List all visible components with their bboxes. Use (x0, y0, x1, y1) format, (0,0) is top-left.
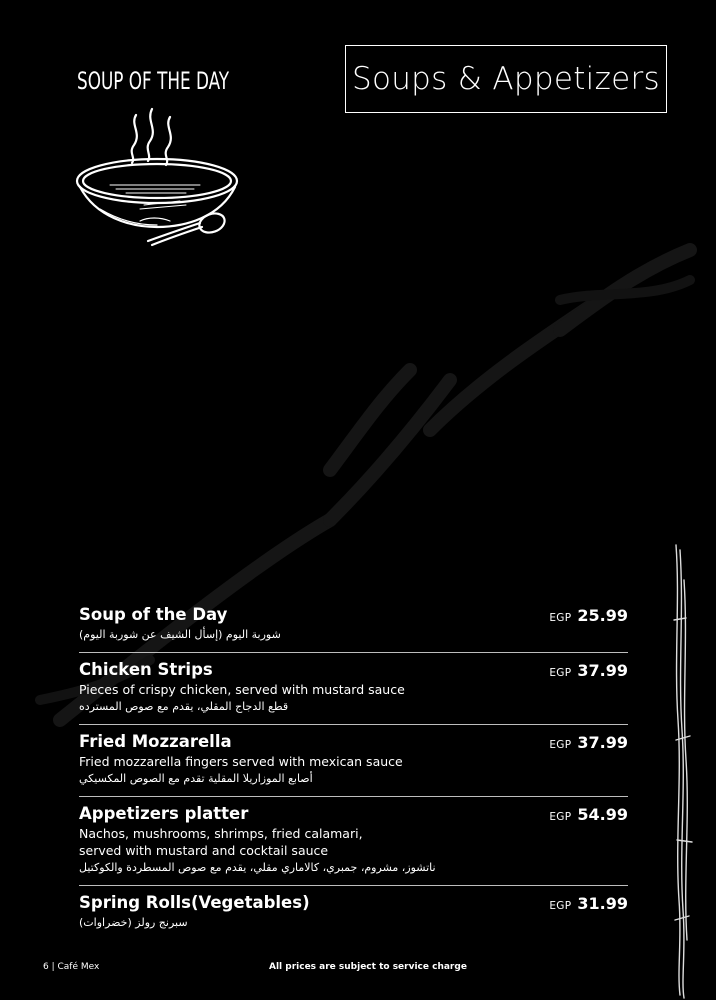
item-name: Appetizers platter (79, 804, 249, 823)
item-price (549, 661, 628, 680)
currency-label: EGP (549, 739, 572, 751)
price-amount: 37.99 (577, 733, 628, 752)
menu-item (79, 604, 628, 653)
item-price (549, 733, 628, 752)
item-name: Fried Mozzarella (79, 732, 232, 751)
item-description-line: served with mustard and cocktail sauce (79, 843, 329, 858)
item-arabic-description: شوربة اليوم (إسأل الشيف عن شوربة اليوم) (79, 628, 281, 641)
item-price (549, 805, 628, 824)
menu-item (79, 803, 628, 886)
side-decoration (666, 540, 716, 1000)
soup-of-the-day-label: SOUP OF THE DAY (77, 67, 230, 95)
soup-bowl-icon (70, 105, 245, 250)
item-name: Soup of the Day (79, 605, 228, 624)
price-amount: 25.99 (577, 606, 628, 625)
price-amount: 54.99 (577, 805, 628, 824)
menu-item (79, 659, 628, 725)
menu-item (79, 731, 628, 797)
currency-label: EGP (549, 900, 572, 912)
item-description-line: Nachos, mushrooms, shrimps, fried calamari, (79, 826, 363, 841)
currency-label: EGP (549, 667, 572, 679)
price-amount: 31.99 (577, 894, 628, 913)
page-number-footer: 6 | Café Mex (43, 962, 100, 972)
menu-list (79, 604, 628, 946)
item-description: Pieces of crispy chicken, served with mustard sauce (79, 682, 405, 697)
item-arabic-description: أصابع الموزاريلا المقلية تقدم مع الصوص المكسيكي (79, 772, 313, 785)
item-arabic-description: قطع الدجاج المقلي، يقدم مع صوص المسترده (79, 700, 289, 713)
currency-label: EGP (549, 811, 572, 823)
item-name: Chicken Strips (79, 660, 213, 679)
service-charge-note: All prices are subject to service charge (269, 962, 467, 972)
item-arabic-description: سبرنج رولز (خضراوات) (79, 916, 188, 929)
item-arabic-description: ناتشوز، مشروم، جمبري، كالاماري مقلي، يقدم مع صوص المسطردة والكوكتيل (79, 861, 436, 874)
item-price (549, 606, 628, 625)
page-title: Soups & Appetizers (351, 61, 661, 97)
page-title-box (345, 45, 667, 113)
item-description: Fried mozzarella fingers served with mexican sauce (79, 754, 403, 769)
price-amount: 37.99 (577, 661, 628, 680)
item-name: Spring Rolls(Vegetables) (79, 893, 310, 912)
menu-item (79, 892, 628, 940)
currency-label: EGP (549, 612, 572, 624)
item-price (549, 894, 628, 913)
